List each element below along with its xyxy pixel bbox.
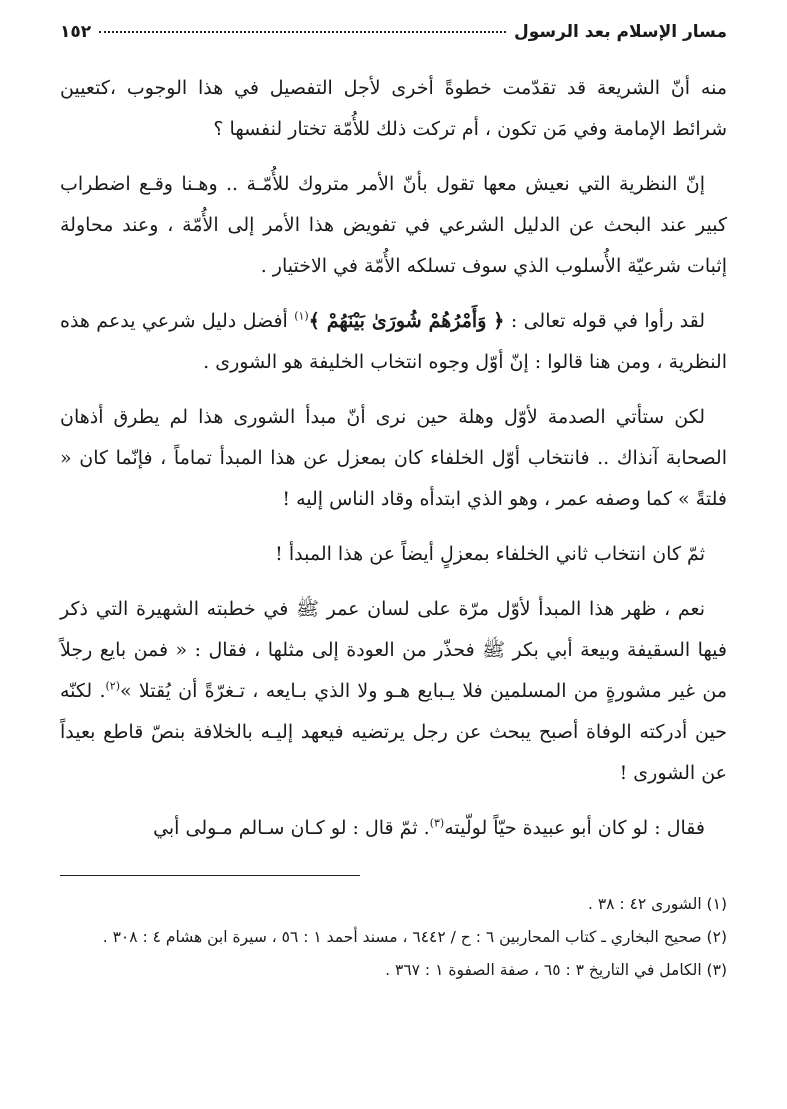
page-number: ١٥٢	[60, 22, 92, 42]
paragraph-text: . لكنّه حين أدركته الوفاة أصبح يبحث عن رجل يرتضيه فيعهد إليـه بالخلافة بنصّ قاطع بعيداً عن الشورى !	[60, 680, 727, 784]
paragraph-text: فقال : لو كان أبو عبيدة حيّاً لولّيته	[444, 817, 705, 839]
header-dot-leader	[99, 31, 506, 33]
paragraph-text: أفضل دليل شرعي يدعم هذه النظرية ، ومن هنا قالوا : إنّ أوّل وجوه انتخاب الخليفة هو الشورى .	[60, 310, 727, 373]
paragraph-text: منه أنّ الشريعة قد تقدّمت خطوةً أخرى لأجل التفصيل في هذا الوجوب ،كتعيين شرائط الإمامة وفي مَن تكون ، أم تركت ذلك للأُمّة تختار لنفسها ؟	[60, 77, 727, 140]
footnote-ref: (٣)	[429, 816, 445, 830]
footnotes	[60, 888, 727, 987]
quran-verse: ﴿ وَأَمْرُهُمْ شُورَىٰ بَيْنَهُمْ ﴾	[308, 310, 505, 332]
footnote-separator-wrap	[60, 863, 727, 888]
footnote: (٢) صحيح البخاري ـ كتاب المحاربين ٦ : ح / ٦٤٤٢ ، مسند أحمد ١ : ٥٦ ، سيرة ابن هشام ٤ : ٣٠٨ .	[102, 928, 727, 946]
paragraph-text: . ثمّ قال : لو كـان سـالم مـولى أبي	[153, 817, 430, 839]
footnote-ref: (١)	[294, 309, 309, 323]
footnote: (١) الشورى ٤٢ : ٣٨ .	[587, 895, 727, 913]
paragraph-text: لكن ستأتي الصدمة لأوّل وهلة حين نرى أنّ مبدأ الشورى هذا لم يطرق أذهان الصحابة آنذاك .. فانتخاب أوّل الخلفاء كان بمعزل عن هذا المبدأ تماماً ، فإنّما كان « فلتةً » كما وصفه عمر ، وهو الذي ابتدأه وقاد الناس إليه !	[60, 406, 727, 510]
paragraph	[60, 301, 727, 383]
paragraph-text: لقد رأوا في قوله تعالى :	[504, 310, 705, 332]
running-header	[60, 22, 727, 42]
paragraph	[60, 534, 727, 575]
paragraph-text: إنّ النظرية التي نعيش معها تقول بأنّ الأمر متروك للأُمّـة .. وهـنا وقـع اضطراب كبير عند البحث عن الدليل الشرعي في تفويض هذا الأمر إلى الأُمّة ، وعند محاولة إثبات شرعيّة الأُسلوب الذي سوف تسلكه الأُمّة في الاختيار .	[60, 173, 727, 277]
paragraph	[60, 808, 727, 849]
paragraph	[60, 164, 727, 287]
paragraph-text: ثمّ كان انتخاب ثاني الخلفاء بمعزلٍ أيضاً عن هذا المبدأ !	[275, 543, 705, 565]
paragraph	[60, 68, 727, 150]
footnote-separator	[60, 875, 360, 876]
paragraph	[60, 397, 727, 520]
paragraph-text: نعم ، ظهر هذا المبدأ لأوّل مرّة على لسان عمر ﷺ في خطبته الشهيرة التي ذكر فيها السقيفة وبيعة أبي بكر ﷺ فحذّر من العودة إلى مثلها ، فقال : « فمن بايع رجلاً من غير مشورةٍ من المسلمين فلا يـبايع هـو ولا الذي بـايعه ، تـغرّةً أن يُقتلا »	[60, 598, 728, 702]
footnote: (٣) الكامل في التاريخ ٣ : ٦٥ ، صفة الصفوة ١ : ٣٦٧ .	[385, 961, 727, 979]
paragraph	[60, 589, 727, 794]
main-text	[60, 68, 727, 849]
book-page	[60, 22, 727, 1089]
footnote-ref: (٢)	[105, 679, 121, 693]
chapter-title: مسار الإسلام بعد الرسول	[513, 22, 727, 42]
